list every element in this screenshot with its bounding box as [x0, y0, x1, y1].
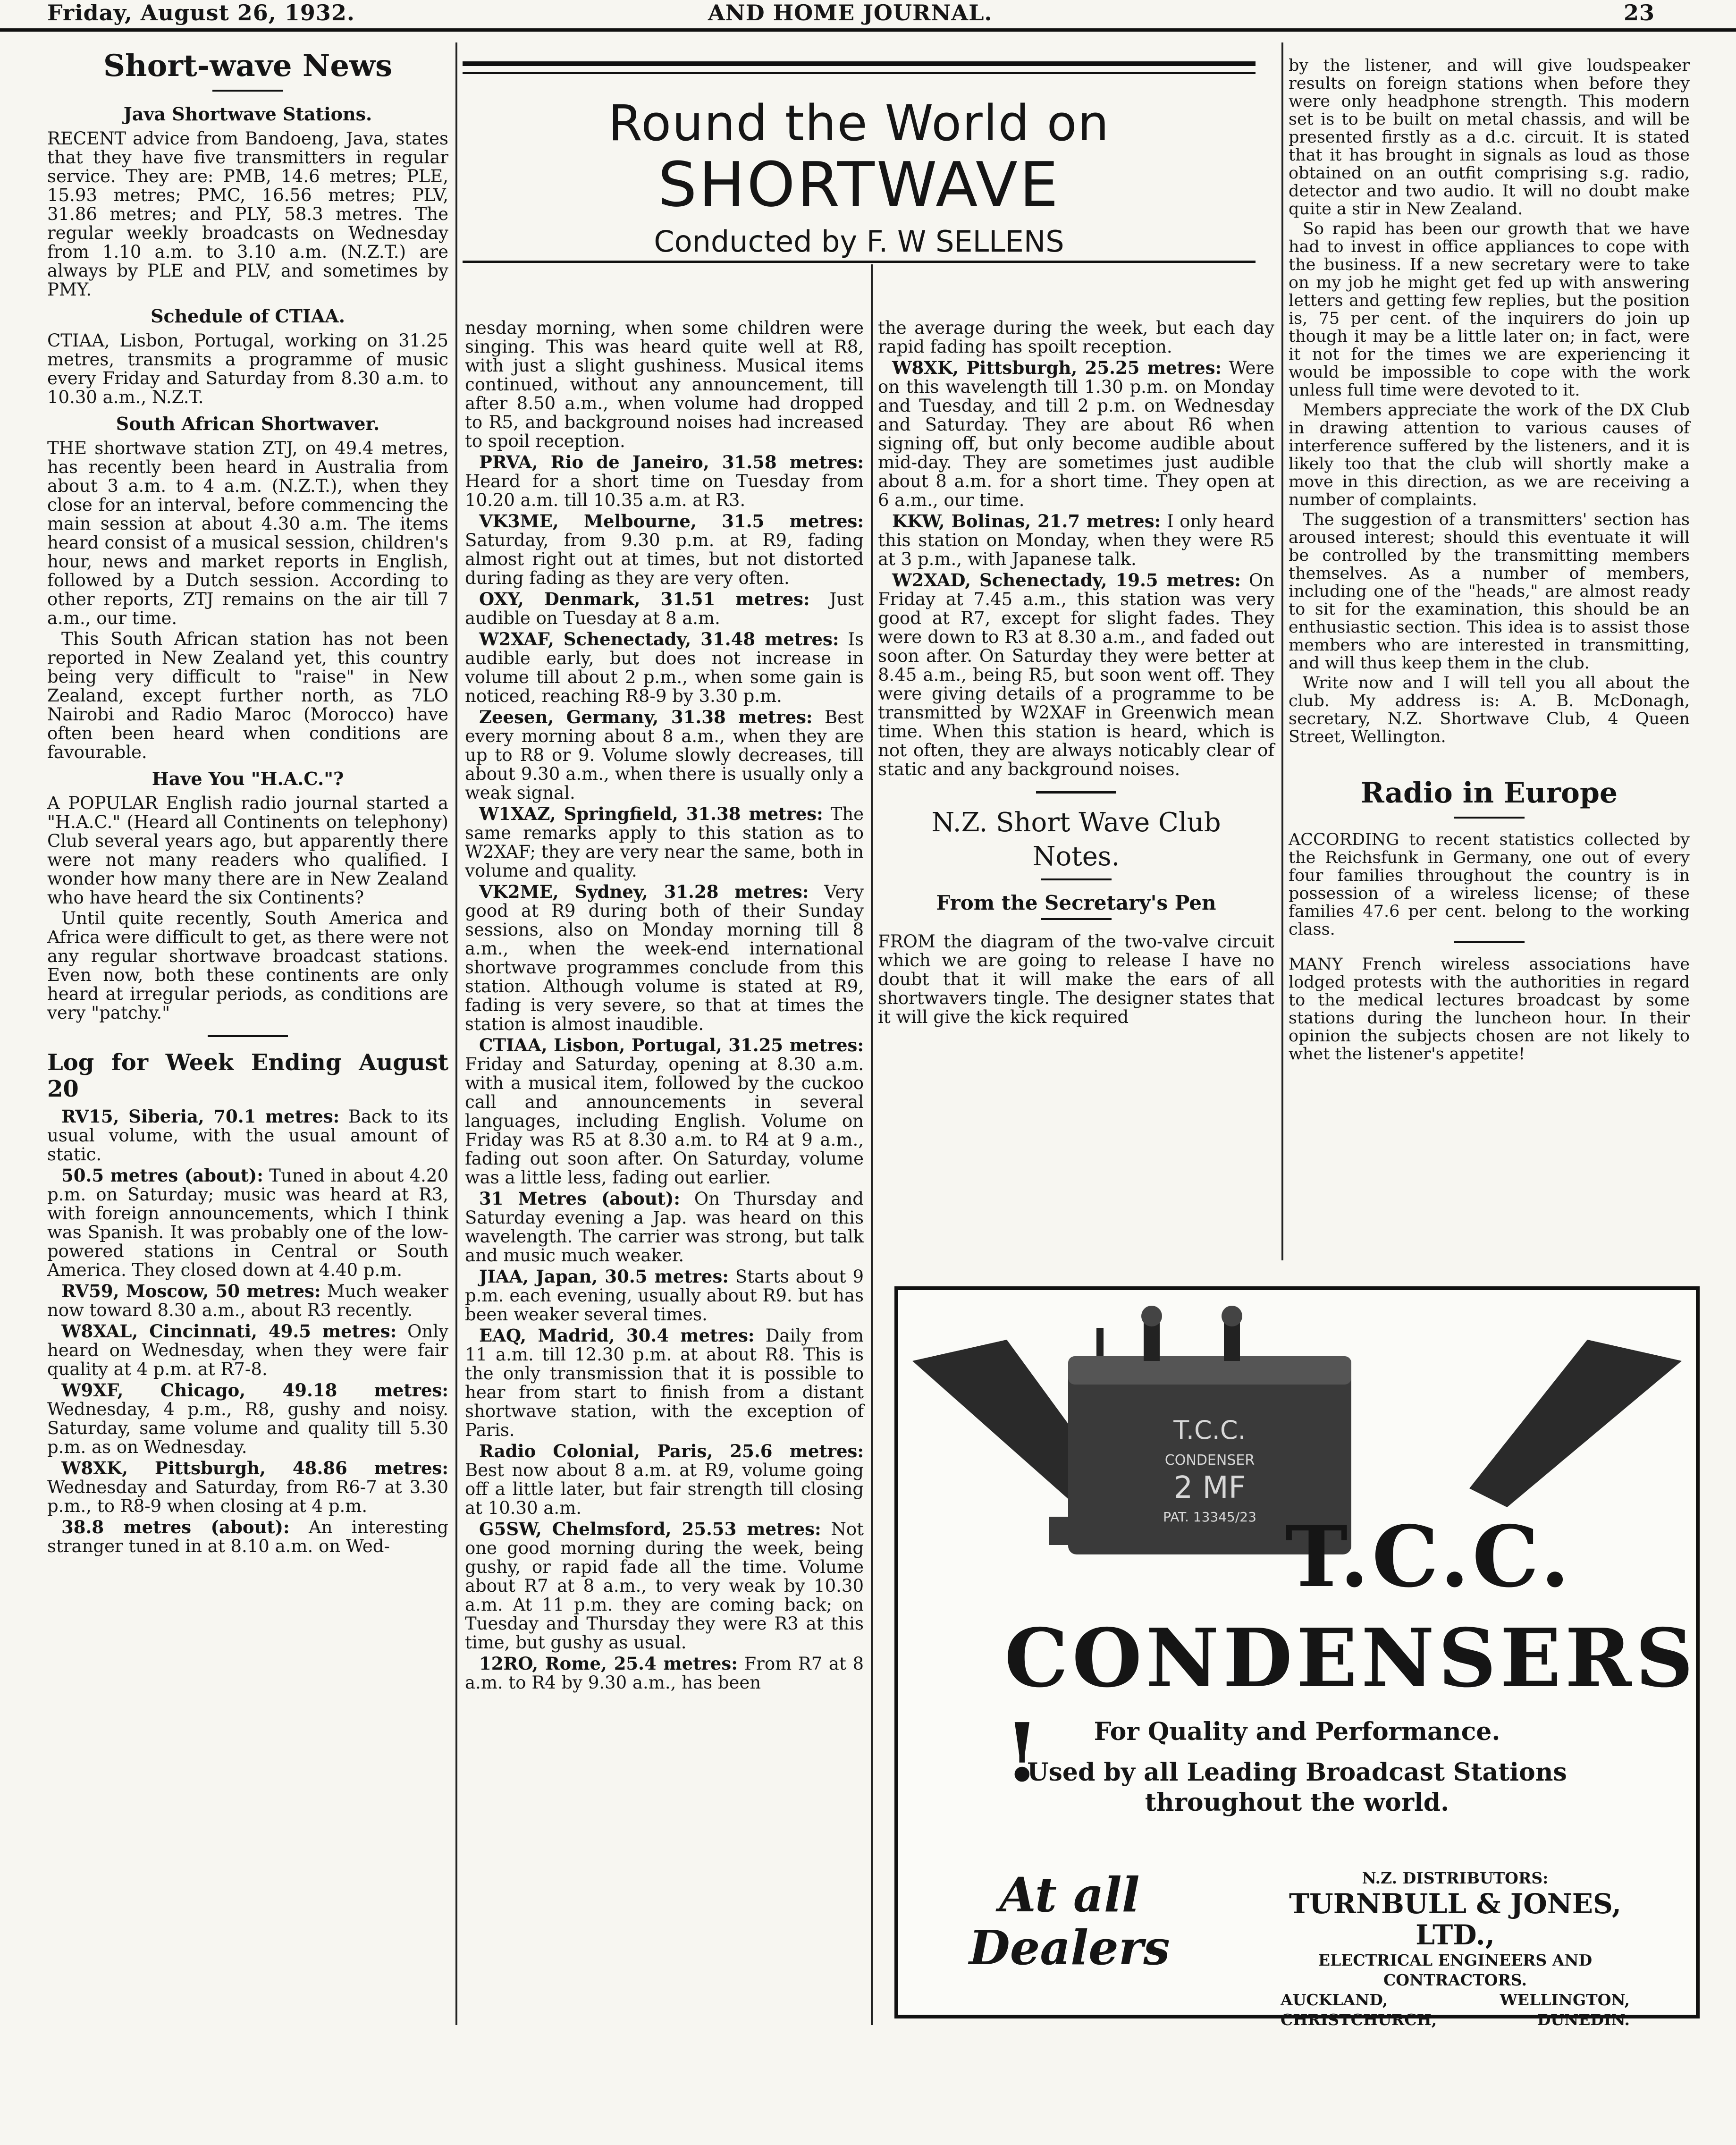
- feature-banner: [463, 61, 1256, 264]
- column-rule: [455, 42, 457, 2025]
- log-entry: [47, 1166, 448, 1280]
- paragraph-club-4: The suggestion of a transmitters' section has aroused interest; should this eventuate it will be controlled by the transmitting members themselves. As a number of members, including one of the "heads," are almost ready to sit for the examination, this should be an enthusiastic section. This idea is to assist those members who are interested in transmitting, and will thus keep them in the club.: [1289, 510, 1690, 673]
- log-station: KKW, Bolinas, 21.7 metres:: [892, 511, 1161, 532]
- banner-byline: Conducted by F. W SELLENS: [654, 224, 1064, 259]
- log-entry: [465, 1267, 864, 1324]
- log-station: PRVA, Rio de Janeiro, 31.58 metres:: [479, 452, 864, 473]
- club-title-line2: Notes.: [1032, 841, 1120, 872]
- ad-cities-row: [1262, 1990, 1649, 2010]
- log-text: An interesting stranger tuned in at 8.10 a.m. on Wed-: [47, 1517, 448, 1556]
- ad-dist-label: N.Z. DISTRIBUTORS:: [1362, 1869, 1549, 1887]
- header-journal: AND HOME JOURNAL.: [708, 0, 993, 25]
- banner-rule: [463, 61, 1256, 66]
- ad-city: WELLINGTON,: [1500, 1991, 1630, 2009]
- ad-dealers-line2: Dealers: [969, 1920, 1170, 1976]
- divider: [208, 1035, 288, 1037]
- can-label-brand: T.C.C.: [1173, 1415, 1246, 1445]
- log-entry: [465, 590, 864, 628]
- column-rule: [1281, 42, 1283, 1260]
- banner-title-line2: SHORTWAVE: [658, 149, 1060, 220]
- log-station: RV59, Moscow, 50 metres:: [61, 1281, 321, 1301]
- log-station: 50.5 metres (about):: [61, 1165, 263, 1186]
- log-station: G5SW, Chelmsford, 25.53 metres:: [479, 1519, 821, 1539]
- log-station: W2XAD, Schenectady, 19.5 metres:: [892, 570, 1241, 591]
- log-text: The same remarks apply to this station as to W2XAF; they are very near the same, both in volume and quality.: [465, 804, 864, 881]
- log-entry: [465, 630, 864, 706]
- log-entry: [878, 571, 1274, 779]
- can-label-value: 2 MF: [1173, 1470, 1246, 1505]
- subhead-ctiaa: Schedule of CTIAA.: [151, 305, 345, 327]
- log-text: Very good at R9 during both of their Sunday sessions, also on Monday morning till 8 a.m., when the week-end international shortwave programmes conclude from this station. Although volume is stated at R9, fading is very severe, so that at times the station is almost inaudible.: [465, 882, 864, 1034]
- paragraph-europe-2: MANY French wireless associations have lodged protests with the authorities in regard to the medical lectures broadcast by some stations during the luncheon hour. In their opinion the subjects chosen are not likely to whet the listener's appetite!: [1289, 955, 1690, 1064]
- banner-rule: [463, 261, 1256, 263]
- log-entry: [465, 804, 864, 880]
- can-label-patent: PAT. 13345/23: [1163, 1509, 1256, 1525]
- page-header: [0, 0, 1736, 32]
- log-text: Is audible early, but does not increase in volume till about 2 p.m., when some gain is noticed, reaching R8-9 by 3.30 p.m.: [465, 629, 864, 706]
- ad-used-by: [898, 1757, 1696, 1818]
- club-subhead: From the Secretary's Pen: [936, 891, 1216, 914]
- log-entry: [878, 512, 1274, 569]
- ad-dist-trade-1: ELECTRICAL ENGINEERS AND: [1318, 1951, 1593, 1969]
- log-entry: [47, 1322, 448, 1379]
- banner-title-line1: Round the World on: [608, 94, 1110, 152]
- log-station: VK2ME, Sydney, 31.28 metres:: [479, 881, 809, 902]
- subhead-java: Java Shortwave Stations.: [123, 103, 372, 125]
- log-entry: [465, 1036, 864, 1187]
- log-entry: [465, 1189, 864, 1265]
- right-wing-graphic: [1469, 1340, 1682, 1507]
- log-station: OXY, Denmark, 31.51 metres:: [479, 589, 810, 609]
- log-text: Wednesday, 4 p.m., R8, gushy and noisy. Saturday, same volume and quality till 5.30 p.m. as on Wednesday.: [47, 1399, 448, 1457]
- paragraph-hac-2: Until quite recently, South America and Africa were difficult to get, as there were not any regular shortwave broadcast stations. Even now, both these continents are only heard at irregular periods, as conditions are very "patchy.": [47, 908, 448, 1023]
- paragraph-java: RECENT advice from Bandoeng, Java, states that they have five transmitters in regular service. They are: PMB, 14.6 metres; PLE, 15.93 metres; PMC, 16.56 metres; PLV, 31.86 metres; and PLY, 58.3 metres. The regular weekly broadcasts on Wednesday from 1.10 a.m. to 3.10 a.m. (N.Z.T.) are always by PLE and PLV, and sometimes by PMY.: [47, 128, 448, 300]
- log-text: Were on this wavelength till 1.30 p.m. on Monday and Tuesday, and till 2 p.m. on Wednesday and Saturday. They are about R6 when signing off, but only become audible about mid-day. They are sometimes just audible about 8 a.m. for a short time. They open at 6 a.m., our time.: [878, 358, 1274, 510]
- paragraph-club-5: Write now and I will tell you all about the club. My address is: A. B. McDonagh, secretary, N.Z. Shortwave Club, 4 Queen Street, Wellington.: [1289, 674, 1690, 746]
- log-station: 12RO, Rome, 25.4 metres:: [479, 1653, 738, 1674]
- log-station: W8XK, Pittsburgh, 25.25 metres:: [892, 357, 1222, 378]
- log-text: Heard for a short time on Tuesday from 10.20 a.m. till 10.35 a.m. at R3.: [465, 471, 864, 510]
- log-entry: [465, 1326, 864, 1440]
- tcc-condenser-ad: [894, 1286, 1700, 2029]
- paragraph-club-3: Members appreciate the work of the DX Club in drawing attention to various causes of interference suffered by the listeners, and it is likely too that the club will shortly make a move in this direction, as we are receiving a number of complaints.: [1289, 401, 1690, 509]
- log-entry: [465, 1520, 864, 1652]
- log-text: Tuned in about 4.20 p.m. on Saturday; music was heard at R3, with foreign announcements, which I think was Spanish. It was probably one of the low-powered stations in Central or South America. They closed down at 4.40 p.m.: [47, 1165, 448, 1280]
- log-text: On Friday at 7.45 a.m., this station was very good at R7, except for slight fades. They were down to R3 at 8.30 a.m., and faded out soon after. On Saturday they were better at 8.45 a.m., being R5, but soon went off. They were giving details of a programme to be transmitted by W2XAF in Greenwich mean time. When this station is heard, which is not often, they are always noticably clear of static and any background noises.: [878, 570, 1274, 779]
- log-station: VK3ME, Melbourne, 31.5 metres:: [479, 511, 864, 532]
- section-title-club: [878, 806, 1274, 874]
- log-station: 38.8 metres (about):: [61, 1517, 290, 1537]
- log-entry: [47, 1381, 448, 1457]
- can-label-type: CONDENSER: [1164, 1452, 1255, 1469]
- log-station: W2XAF, Schenectady, 31.48 metres:: [479, 629, 839, 650]
- ad-used-line1: Used by all Leading Broadcast Stations: [1027, 1758, 1567, 1787]
- log-entry: [878, 358, 1274, 510]
- log-station: W1XAZ, Springfield, 31.38 metres:: [479, 803, 823, 824]
- section-title-europe: Radio in Europe: [1360, 777, 1618, 810]
- subhead-log-week: Log for Week Ending August 20: [47, 1049, 448, 1102]
- ad-brand: T.C.C.: [1285, 1507, 1573, 1606]
- ad-dealers: [969, 1868, 1170, 1974]
- log-entry: [465, 1654, 864, 1692]
- paragraph-continued: nesday morning, when some children were singing. This was heard quite well at R8, with just a slight gushiness. Musical items continued, without any announcement, till after 8.50 a.m., when volume had dropped to R5, and background noises had increased to spoil reception.: [465, 318, 864, 451]
- log-text: Starts about 9 p.m. each evening, usually about R9. but has been weaker several times.: [465, 1267, 864, 1325]
- paragraph-south-african-1: THE shortwave station ZTJ, on 49.4 metres, has recently been heard in Australia from about 3 a.m. to 4 a.m. (N.Z.T.), when they close for an interval, before commencing the main session at about 4.30 a.m. The items heard consist of a musical session, children's hour, news and market reports in English, followed by a Dutch session. According to other reports, ZTJ remains on the air till 7 a.m., our time.: [47, 438, 448, 628]
- log-text: Saturday, from 9.30 p.m. at R9, fading almost right out at times, but not distorted during fading as they are very often.: [465, 530, 864, 588]
- log-entry: [47, 1518, 448, 1556]
- column-3: [878, 319, 1274, 1029]
- paragraph-ctiaa: CTIAA, Lisbon, Portugal, working on 31.25 metres, transmits a programme of music every Friday and Saturday from 8.30 a.m. to 10.30 a.m., N.Z.T.: [47, 330, 448, 407]
- section-title-shortwave-news: Short-wave News: [103, 48, 393, 84]
- subhead-south-african: South African Shortwaver.: [116, 413, 380, 434]
- paragraph-hac-1: A POPULAR English radio journal started a "H.A.C." (Heard all Continents on telephony) Club several years ago, but apparently there were not many readers who qualified. I wonder how many there are in New Zealand who have heard the six Continents?: [47, 793, 448, 908]
- paragraph-europe-1: ACCORDING to recent statistics collected by the Reichsfunk in Germany, one out of every four families throughout the country is in possession of a wireless license; of these families 47.6 per cent. belong to the working class.: [1289, 830, 1690, 939]
- log-text: From R7 at 8 a.m. to R4 by 9.30 a.m., has been: [465, 1654, 864, 1693]
- paragraph-club-2: So rapid has been our growth that we have had to invest in office appliances to cope with the business. If a new secretary were to take on my job he might get fed up with answering letters and getting few replies, but the position is, 75 per cent. of the inquirers do join up though it may be a little later on; in fact, were it not for the times we are experiencing it would be impossible to cope with the work unless full time were devoted to it.: [1289, 220, 1690, 400]
- banner-rule: [463, 72, 1256, 74]
- paragraph-south-african-2: This South African station has not been reported in New Zealand yet, this country being very difficult to "raise" in New Zealand, except further north, as 7LO Nairobi and Radio Maroc (Morocco) have often been heard when conditions are favourable.: [47, 629, 448, 762]
- log-station: W8XK, Pittsburgh, 48.86 metres:: [61, 1458, 448, 1478]
- log-entry: [465, 1442, 864, 1518]
- ad-dist-trade-2: CONTRACTORS.: [1383, 1971, 1527, 1989]
- log-text: Much weaker now toward 8.30 a.m., about R3 recently.: [47, 1281, 449, 1320]
- paragraph-club: FROM the diagram of the two-valve circuit which we are going to release I have no doubt that it will make the ears of all shortwavers tingle. The designer states that it will give the kick required: [878, 931, 1274, 1027]
- ad-used-line2: throughout the world.: [1145, 1788, 1449, 1817]
- log-text: Back to its usual volume, with the usual amount of static.: [47, 1106, 448, 1165]
- divider: [1036, 791, 1116, 794]
- paragraph-club-1: by the listener, and will give loudspeaker results on foreign stations when before they were only headphone strength. This modern set is to be built on metal chassis, and will be presented firstly as a d.c. circuit. It is stated that it has brought in signals as loud as those obtained on an outfit comprising s.g. radio, detector and two audio. It will no doubt make quite a stir in New Zealand.: [1289, 56, 1690, 219]
- log-text: Just audible on Tuesday at 8 a.m.: [465, 589, 864, 628]
- log-text: Friday and Saturday, opening at 8.30 a.m. with a musical item, followed by the cuckoo call and announcements in several languages, including English. Volume on Friday was R5 at 8.30 a.m. to R4 at 9 a.m., fading out soon after. On Saturday, volume was a little less, fading out earlier.: [465, 1054, 864, 1188]
- paragraph-continued: the average during the week, but each day rapid fading has spoilt reception.: [878, 318, 1274, 357]
- log-text: Best every morning about 8 a.m., when they are up to R8 or 9. Volume slowly decreases, till about 9.30 a.m., when there is usually only a weak signal.: [465, 707, 864, 803]
- log-station: W8XAL, Cincinnati, 49.5 metres:: [61, 1321, 397, 1342]
- club-title-line1: N.Z. Short Wave Club: [931, 807, 1221, 838]
- subhead-hac: Have You "H.A.C."?: [152, 768, 344, 789]
- divider: [1041, 878, 1112, 880]
- log-entry: [47, 1282, 448, 1320]
- ad-city: DUNEDIN.: [1537, 2010, 1630, 2029]
- log-station: RV15, Siberia, 70.1 metres:: [61, 1106, 340, 1127]
- log-entry: [465, 708, 864, 802]
- column-rule: [871, 264, 873, 2025]
- log-text: Daily from 11 a.m. till 12.30 p.m. at about R8. This is the only transmission that it is possible to hear from start to finish from a distant shortwave station, with the exception of Paris.: [465, 1326, 864, 1440]
- log-entry: [465, 453, 864, 510]
- ad-tagline: For Quality and Performance.: [1094, 1717, 1500, 1746]
- log-station: Radio Colonial, Paris, 25.6 metres:: [479, 1441, 864, 1461]
- log-entry: [465, 512, 864, 588]
- ad-dist-name: TURNBULL & JONES, LTD.,: [1289, 1888, 1622, 1951]
- log-station: CTIAA, Lisbon, Portugal, 31.25 metres:: [479, 1035, 864, 1056]
- header-page-number: 23: [1624, 0, 1655, 25]
- log-text: Only heard on Wednesday, when they were fair quality at 4 p.m. at R7-8.: [47, 1321, 448, 1379]
- column-2: [465, 319, 864, 1694]
- ad-distributors: [1262, 1868, 1649, 2030]
- ad-city: CHRISTCHURCH,: [1281, 2010, 1437, 2029]
- divider: [212, 90, 283, 92]
- log-entry: [47, 1107, 448, 1164]
- log-text: Best now about 8 a.m. at R9, volume going off a little later, but fair strength till closing at 10.30 a.m.: [465, 1460, 864, 1518]
- log-text: Wednesday and Saturday, from R6-7 at 3.30 p.m., to R8-9 when closing at 4 p.m.: [47, 1477, 448, 1516]
- ad-dealers-line1: At all: [999, 1867, 1140, 1923]
- divider: [1454, 817, 1525, 819]
- log-text: I only heard this station on Monday, when they were R5 at 3 p.m., with Japanese talk.: [878, 511, 1274, 569]
- ad-city: AUCKLAND,: [1281, 1991, 1388, 2009]
- ad-cities-row: [1262, 2010, 1649, 2030]
- column-1: [47, 42, 448, 1558]
- log-entry: [465, 882, 864, 1034]
- divider: [1041, 918, 1112, 920]
- log-text: Not one good morning during the week, being gushy, or rapid fade all the time. Volume about R7 at 8 a.m., to very weak by 10.30 a.m. At 11 p.m. they are coming back; on Tuesday and Thursday they were R3 at this time, but gushy as usual.: [465, 1519, 864, 1653]
- log-station: EAQ, Madrid, 30.4 metres:: [479, 1325, 755, 1346]
- header-date: Friday, August 26, 1932.: [47, 0, 355, 25]
- ad-headline: CONDENSERS !: [1004, 1611, 1697, 1800]
- log-station: 31 Metres (about):: [479, 1188, 681, 1209]
- log-station: Zeesen, Germany, 31.38 metres:: [479, 707, 813, 727]
- column-4: [1289, 57, 1690, 1065]
- log-text: On Thursday and Saturday evening a Jap. was heard on this wavelength. The carrier was strong, but talk and music much weaker.: [465, 1189, 864, 1266]
- log-station: JIAA, Japan, 30.5 metres:: [479, 1266, 729, 1287]
- divider: [1454, 941, 1525, 943]
- log-station: W9XF, Chicago, 49.18 metres:: [61, 1380, 448, 1401]
- log-entry: [47, 1459, 448, 1516]
